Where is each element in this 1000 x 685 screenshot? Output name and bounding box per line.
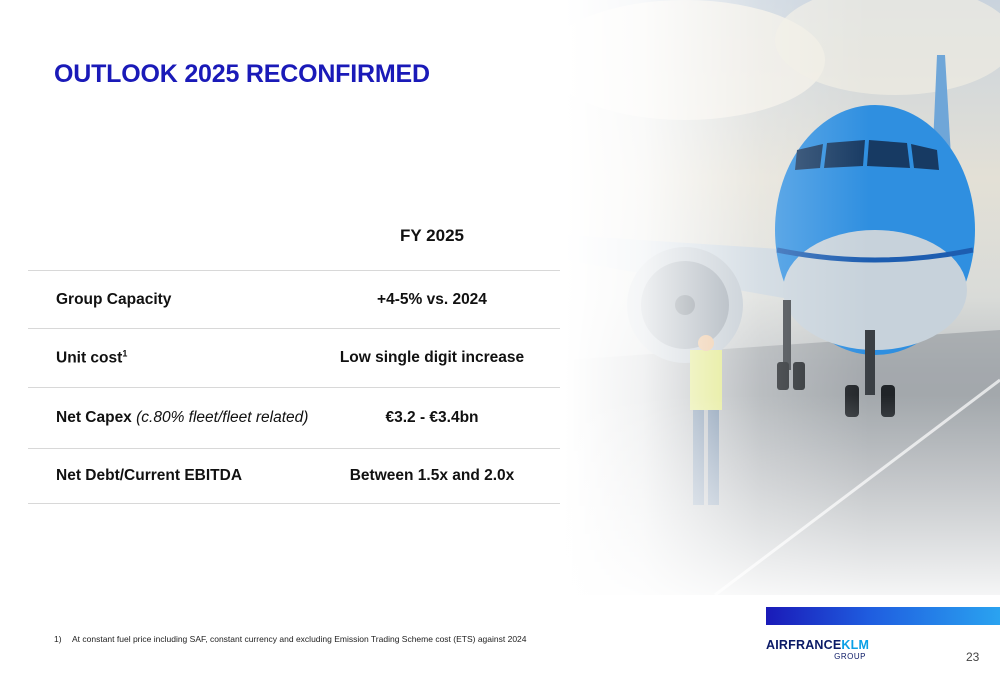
brand-gradient-bar [766,607,1000,625]
row-value: Low single digit increase [339,349,525,366]
footnote [54,634,527,644]
table-row [28,388,560,449]
footnote-text: At constant fuel price including SAF, constant currency and excluding Emission Trading Scheme cost (ETS) against 2024 [72,634,527,644]
table-row [28,449,560,504]
row-label: Unit cost$^1$ [56,348,128,367]
row-note: (c.80% fleet/fleet related) [136,409,309,426]
table-row [28,271,560,329]
row-value: Between 1.5x and 2.0x [349,467,515,484]
row-label: Group Capacity [56,290,172,308]
row-value: €3.2 - €3.4bn [385,409,479,426]
row-label: Net Debt/Current EBITDA [56,467,243,484]
footnote-number: 1) [54,634,62,644]
page-number: 23 [966,650,980,664]
airfrance-klm-logo [766,639,876,663]
row-label: Net Capex (c.80% fleet/fleet related) [56,409,309,426]
page-title: OUTLOOK 2025 RECONFIRMED [54,60,430,88]
row-value: +4-5% vs. 2024 [377,290,487,308]
photo-fade-bottom [565,395,1000,595]
logo-airfrance: AIRFRANCE [766,638,842,652]
logo-group: GROUP [834,652,866,661]
logo-klm: KLM [841,638,870,652]
airplane-photo [565,0,1000,595]
column-header-fy2025: FY 2025 [400,226,464,245]
table-row [28,329,560,388]
table-header [28,212,560,271]
outlook-table [28,212,560,504]
footnote-marker: 1 [122,348,128,359]
